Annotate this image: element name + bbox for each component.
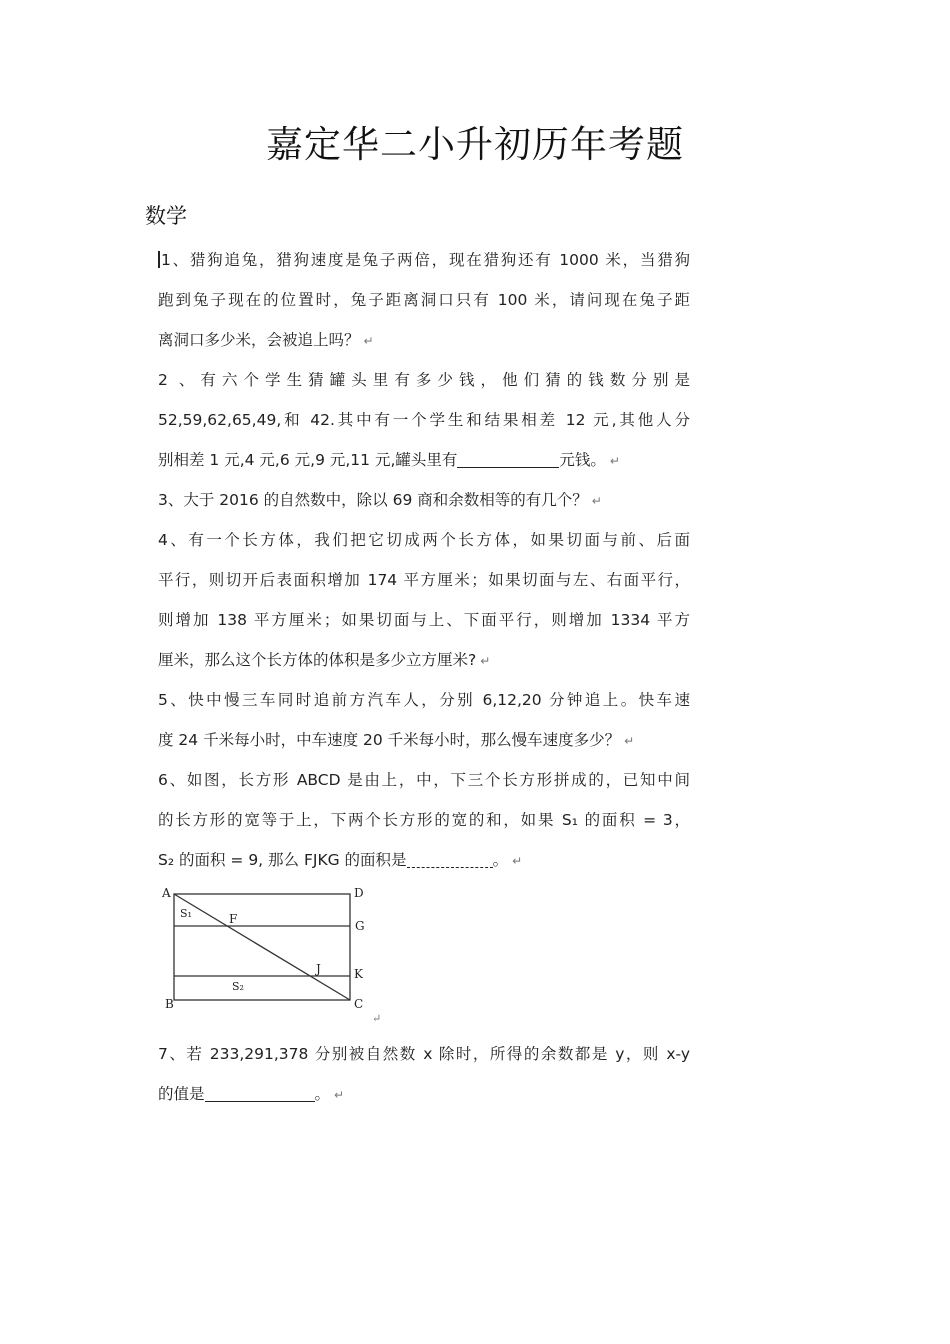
question-line: 平行，则切开后表面积增加 174 平方厘米；如果切面与左、右面平行， bbox=[158, 571, 690, 589]
label-a: A bbox=[162, 886, 171, 900]
question-line: 6、如图，长方形 ABCD 是由上，中，下三个长方形拼成的，已知中间 bbox=[158, 771, 690, 789]
label-c: C bbox=[354, 997, 364, 1011]
label-s2: S₂ bbox=[232, 980, 244, 993]
question-4 bbox=[158, 522, 690, 682]
geometry-diagram bbox=[158, 882, 398, 1032]
return-mark-icon: ↵ bbox=[372, 1012, 382, 1025]
label-j: J bbox=[316, 962, 321, 976]
question-2 bbox=[158, 362, 690, 482]
question-line: 厘米，那么这个长方体的体积是多少立方厘米? ↵ bbox=[158, 651, 491, 669]
question-line: 别相差 1 元,4 元,6 元,9 元,11 元,罐头里有 元钱。 ↵ bbox=[158, 451, 620, 469]
question-5 bbox=[158, 682, 690, 762]
question-1 bbox=[158, 242, 690, 362]
return-mark-icon: ↵ bbox=[624, 734, 635, 748]
question-line: 7、若 233,291,378 分别被自然数 x 除时，所得的余数都是 y，则 x-y bbox=[158, 1045, 690, 1063]
question-line: 的长方形的宽等于上，下两个长方形的宽的和，如果 S₁ 的面积 = 3， bbox=[158, 811, 690, 829]
question-line: 52,59,62,65,49,和 42.其中有一个学生和结果相差 12 元,其他人分 bbox=[158, 411, 690, 429]
question-line: 则增加 138 平方厘米；如果切面与上、下面平行，则增加 1334 平方 bbox=[158, 611, 690, 629]
question-list bbox=[158, 242, 690, 1116]
return-mark-icon: ↵ bbox=[512, 854, 523, 868]
return-mark-icon: ↵ bbox=[334, 1088, 345, 1102]
question-3 bbox=[158, 482, 690, 522]
return-mark-icon: ↵ bbox=[591, 494, 602, 508]
page-title: 嘉定华二小升初历年考题 bbox=[266, 123, 684, 166]
question-line: 度 24 千米每小时，中车速度 20 千米每小时，那么慢车速度多少？ ↵ bbox=[158, 731, 635, 749]
text-cursor bbox=[158, 251, 160, 268]
answer-blank[interactable] bbox=[205, 1085, 315, 1102]
diagonal-ac bbox=[174, 894, 350, 1000]
question-line: 4、有一个长方体，我们把它切成两个长方体，如果切面与前、后面 bbox=[158, 531, 690, 549]
question-line: 3、大于 2016 的自然数中，除以 69 商和余数相等的有几个？ ↵ bbox=[158, 491, 602, 509]
question-7 bbox=[158, 1036, 690, 1116]
answer-blank[interactable] bbox=[457, 451, 559, 468]
label-g: G bbox=[355, 919, 365, 933]
question-line: 跑到兔子现在的位置时，兔子距离洞口只有 100 米，请问现在兔子距 bbox=[158, 291, 690, 309]
question-line: 1、猎狗追兔，猎狗速度是兔子两倍，现在猎狗还有 1000 米，当猎狗 bbox=[158, 242, 690, 282]
question-line: S₂ 的面积 = 9, 那么 FJKG 的面积是 。 ↵ bbox=[158, 851, 523, 869]
label-f: F bbox=[229, 912, 238, 926]
question-line: 的值是 。 ↵ bbox=[158, 1085, 345, 1103]
section-heading: 数学 bbox=[145, 204, 187, 228]
question-6 bbox=[158, 762, 690, 882]
question-line: 2 、有六个学生猜罐头里有多少钱，他们猜的钱数分别是 bbox=[158, 371, 690, 389]
rectangle-figure bbox=[158, 882, 690, 1036]
return-mark-icon: ↵ bbox=[609, 454, 620, 468]
return-mark-icon: ↵ bbox=[363, 334, 374, 348]
label-b: B bbox=[165, 997, 174, 1011]
label-s1: S₁ bbox=[180, 907, 192, 920]
answer-blank[interactable] bbox=[407, 851, 493, 868]
return-mark-icon: ↵ bbox=[480, 654, 491, 668]
label-d: D bbox=[354, 886, 364, 900]
label-k: K bbox=[354, 967, 363, 981]
question-line: 5、快中慢三车同时追前方汽车人，分别 6,12,20 分钟追上。快车速 bbox=[158, 691, 690, 709]
question-line: 离洞口多少米，会被追上吗？ ↵ bbox=[158, 331, 374, 349]
